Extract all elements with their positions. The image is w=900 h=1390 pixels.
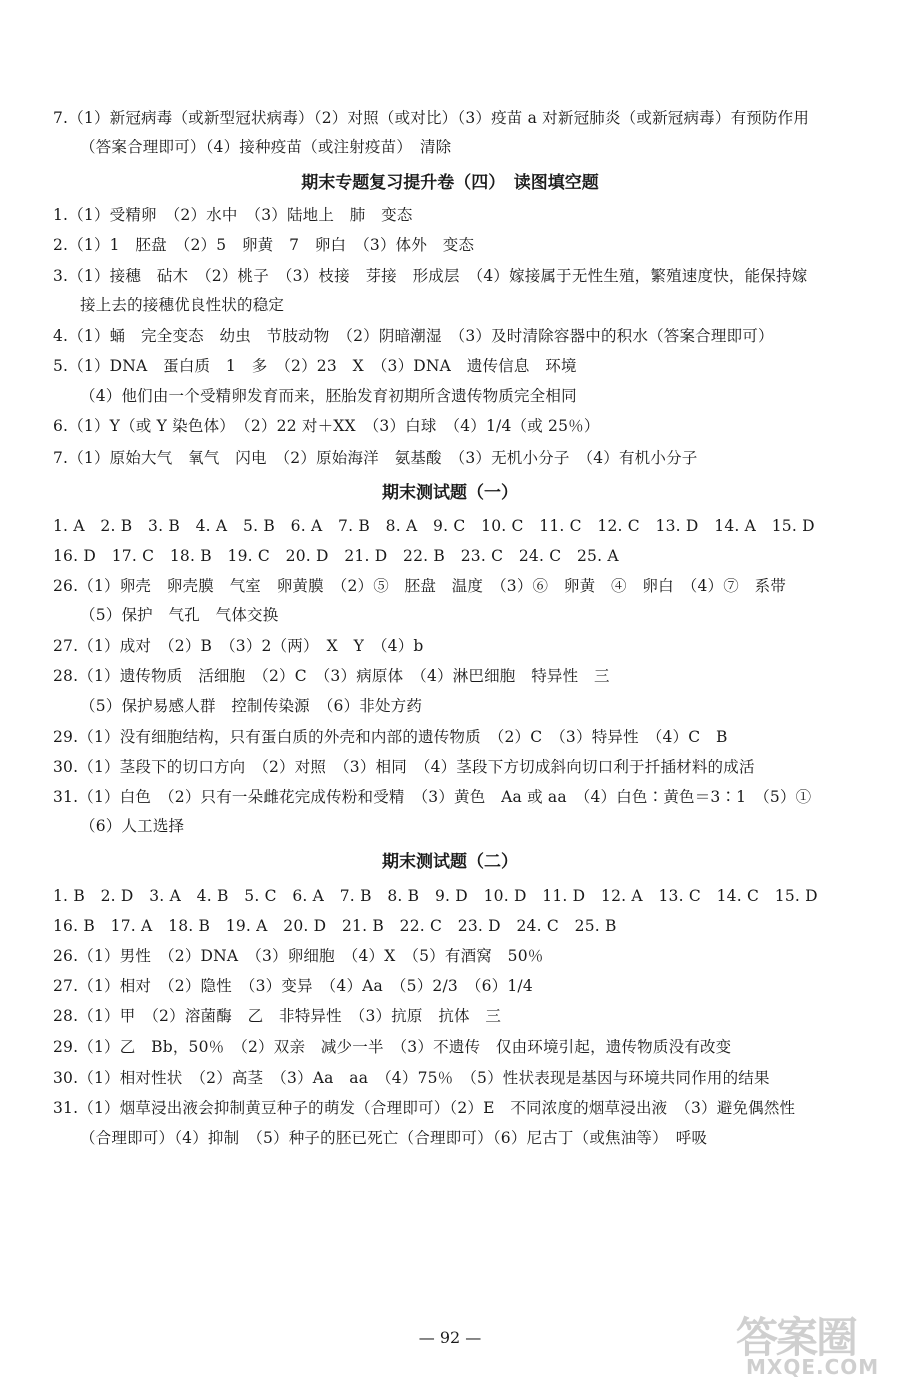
answer-line: 3.（1）接穗 砧木 （2）桃子 （3）枝接 芽接 形成层 （4）嫁接属于无性生殖，繁殖速度快，能保持嫁 bbox=[53, 267, 808, 285]
section-heading: 期末专题复习提升卷（四） 读图填空题 bbox=[301, 173, 599, 193]
answer-line: 28.（1）遗传物质 活细胞 （2）C （3）病原体 （4）淋巴细胞 特异性 三 bbox=[53, 667, 610, 685]
answer-line: （4）他们由一个受精卵发育而来，胚胎发育初期所含遗传物质完全相同 bbox=[80, 387, 577, 405]
answer-line: 31.（1）白色 （2）只有一朵雌花完成传粉和受精 （3）黄色 Aa 或 aa （4）白色∶黄色＝3∶1 （5）① bbox=[53, 788, 812, 806]
section-heading: 期末测试题（一） bbox=[382, 483, 518, 503]
answer-line: 接上去的接穗优良性状的稳定 bbox=[80, 296, 285, 314]
answer-line: 29.（1）没有细胞结构，只有蛋白质的外壳和内部的遗传物质 （2）C （3）特异性 （4）C B bbox=[53, 728, 728, 746]
answer-line: （合理即可）（4）抑制 （5）种子的胚已死亡（合理即可）（6）尼古丁（或焦油等） 呼吸 bbox=[80, 1129, 708, 1147]
answer-line: 30.（1）茎段下的切口方向 （2）对照 （3）相同 （4）茎段下方切成斜向切口利于扦插材料的成活 bbox=[53, 758, 755, 776]
answer-line: 1. B 2. D 3. A 4. B 5. C 6. A 7. B 8. B 9. D 10. D 11. D 12. A 13. C 14. C 15. D bbox=[53, 887, 818, 905]
answer-line: 31.（1）烟草浸出液会抑制黄豆种子的萌发（合理即可）（2）E 不同浓度的烟草浸出液 （3）避免偶然性 bbox=[53, 1099, 796, 1117]
answer-line: 16. B 17. A 18. B 19. A 20. D 21. B 22. C 23. D 24. C 25. B bbox=[53, 917, 617, 935]
answer-line: 1.（1）受精卵 （2）水中 （3）陆地上 肺 变态 bbox=[53, 206, 413, 224]
answer-line: 30.（1）相对性状 （2）高茎 （3）Aa aa （4）75％ （5）性状表现是基因与环境共同作用的结果 bbox=[53, 1069, 770, 1087]
page-number: — 92 — bbox=[418, 1328, 482, 1347]
answer-line: 5.（1）DNA 蛋白质 1 多 （2）23 X （3）DNA 遗传信息 环境 bbox=[53, 357, 577, 375]
answer-line: 7.（1）新冠病毒（或新型冠状病毒）（2）对照（或对比）（3）疫苗 a 对新冠肺炎（或新冠病毒）有预防作用 bbox=[53, 109, 810, 127]
answer-line: 26.（1）男性 （2）DNA （3）卵细胞 （4）X （5）有酒窝 50％ bbox=[53, 947, 544, 965]
answer-line: 4.（1）蛹 完全变态 幼虫 节肢动物 （2）阴暗潮湿 （3）及时清除容器中的积水（答案合理即可） bbox=[53, 327, 774, 345]
answer-line: 16. D 17. C 18. B 19. C 20. D 21. D 22. B 23. C 24. C 25. A bbox=[53, 547, 619, 565]
answer-line: （5）保护易感人群 控制传染源 （6）非处方药 bbox=[80, 697, 423, 715]
watermark-url: MXQE.COM bbox=[746, 1355, 880, 1379]
answer-line: 29.（1）乙 Bb，50％ （2）双亲 减少一半 （3）不遗传 仅由环境引起，遗传物质没有改变 bbox=[53, 1038, 732, 1056]
watermark-logo: 答案圈 bbox=[736, 1313, 857, 1362]
answer-line: （答案合理即可）（4）接种疫苗（或注射疫苗） 清除 bbox=[80, 138, 452, 156]
answer-line: 28.（1）甲 （2）溶菌酶 乙 非特异性 （3）抗原 抗体 三 bbox=[53, 1007, 502, 1025]
answer-line: （5）保护 气孔 气体交换 bbox=[80, 606, 279, 624]
answer-line: 7.（1）原始大气 氧气 闪电 （2）原始海洋 氨基酸 （3）无机小分子 （4）有机小分子 bbox=[53, 449, 698, 467]
answer-line: （6）人工选择 bbox=[80, 817, 185, 835]
answer-line: 1. A 2. B 3. B 4. A 5. B 6. A 7. B 8. A 9. C 10. C 11. C 12. C 13. D 14. A 15. D bbox=[53, 517, 815, 535]
answer-line: 27.（1）成对 （2）B （3）2（两） X Y （4）b bbox=[53, 637, 424, 655]
answer-line: 6.（1）Y（或 Y 染色体） （2）22 对＋XX （3）白球 （4）1/4（或 25％） bbox=[53, 417, 600, 435]
section-heading: 期末测试题（二） bbox=[382, 852, 518, 872]
answer-line: 27.（1）相对 （2）隐性 （3）变异 （4）Aa （5）2/3 （6）1/4 bbox=[53, 977, 533, 995]
answer-line: 26.（1）卵壳 卵壳膜 气室 卵黄膜 （2）⑤ 胚盘 温度 （3）⑥ 卵黄 ④ 卵白 （4）⑦ 系带 bbox=[53, 577, 787, 595]
answer-line: 2.（1）1 胚盘 （2）5 卵黄 7 卵白 （3）体外 变态 bbox=[53, 236, 475, 254]
